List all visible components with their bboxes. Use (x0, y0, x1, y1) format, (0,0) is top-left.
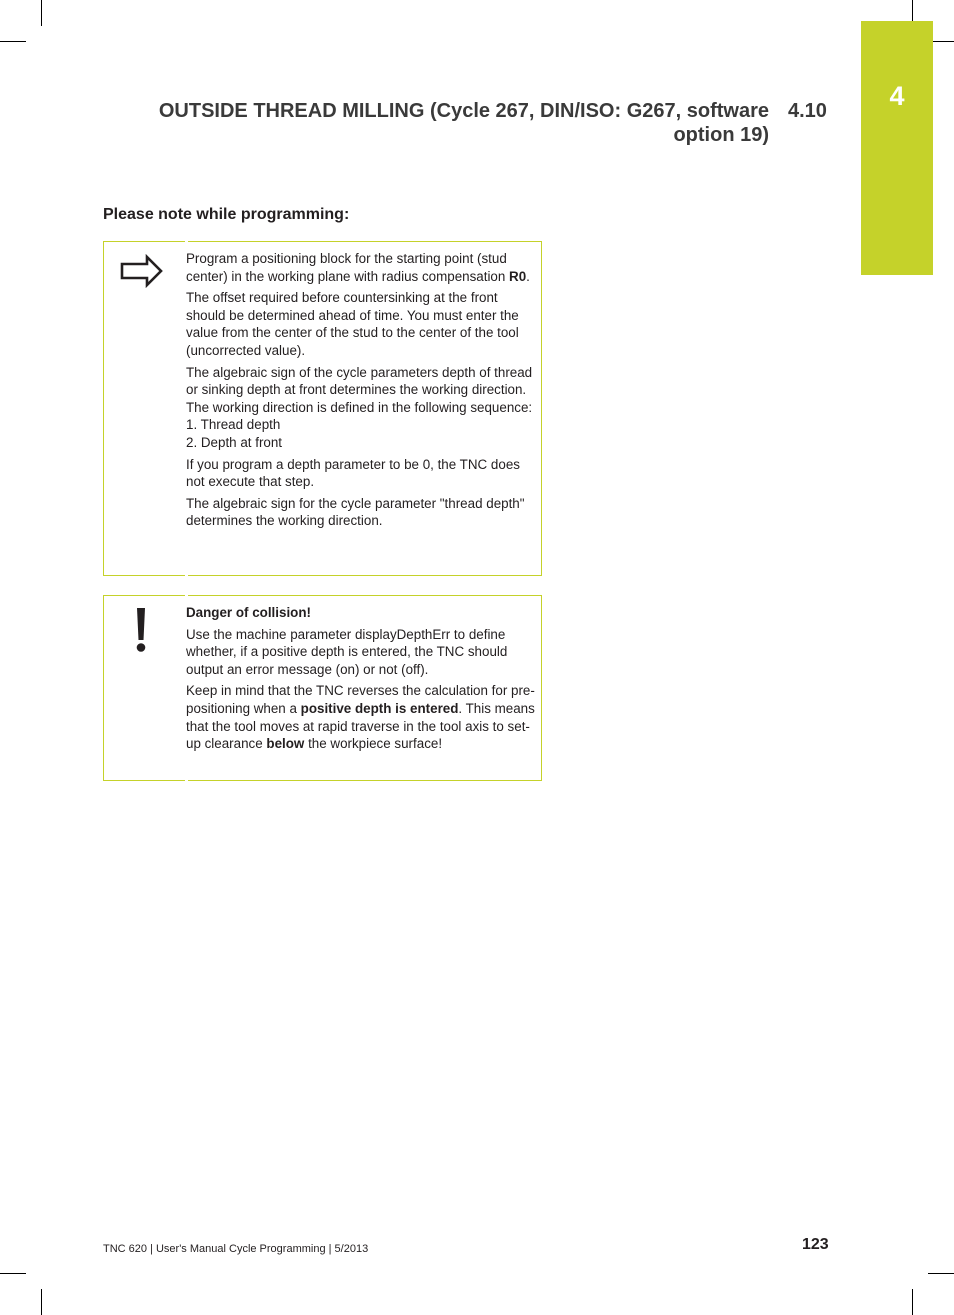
crop-mark (0, 1273, 26, 1274)
tip-paragraph: The algebraic sign of the cycle parameters depth of thread or sinking depth at front determines the working direction. The working direction is defined in the following sequence: 1. Thread depth 2. Depth at front (186, 364, 533, 450)
page-number: 123 (802, 1236, 829, 1253)
footer-text: TNC 620 | User's Manual Cycle Programming | 5/2013 (103, 1243, 369, 1255)
chapter-tab (861, 21, 933, 275)
header-title-line2: option 19) (673, 124, 769, 146)
tip-paragraph: The algebraic sign for the cycle parameter "thread depth" determines the working direction. (186, 495, 525, 529)
warning-paragraph: Use the machine parameter displayDepthErr to define whether, if a positive depth is entered, the TNC should output an error message (on) or not (off). (186, 626, 508, 677)
sequence-item: 1. Thread depth (186, 417, 281, 433)
crop-mark (912, 1289, 913, 1315)
arrow-right-icon (119, 254, 165, 293)
warning-title: Danger of collision! (186, 605, 311, 620)
warning-note-box (103, 595, 542, 781)
warning-note-text (186, 604, 536, 757)
section-number: 4.10 (788, 100, 827, 122)
section-heading: Please note while programming: (103, 206, 350, 223)
warning-paragraph: Keep in mind that the TNC reverses the calculation for pre-positioning when a positive depth is entered. This means that the tool moves at rapid traverse in the tool axis to set-up clearance below the workpiece surface! (186, 683, 535, 752)
tip-note-text (186, 250, 536, 534)
tip-paragraph: Program a positioning block for the starting point (stud center) in the working plane with radius compensation R0. (186, 251, 530, 284)
crop-mark (41, 0, 42, 26)
sequence-item: 2. Depth at front (186, 434, 283, 450)
tip-note-box (103, 241, 542, 576)
header-title-line1: OUTSIDE THREAD MILLING (Cycle 267, DIN/ISO: G267, software (158, 100, 769, 122)
crop-mark (41, 1289, 42, 1315)
running-header-title (89, 99, 769, 147)
chapter-number: 4 (889, 81, 905, 111)
tip-paragraph: The offset required before countersinking at the front should be determined ahead of time. You must enter the value from the center of the stud to the center of the tool (uncorrected value). (186, 290, 519, 358)
exclamation-icon (134, 608, 148, 659)
crop-mark (0, 41, 26, 42)
crop-mark (928, 1273, 954, 1274)
tip-paragraph: If you program a depth parameter to be 0, the TNC does not execute that step. (186, 456, 520, 490)
